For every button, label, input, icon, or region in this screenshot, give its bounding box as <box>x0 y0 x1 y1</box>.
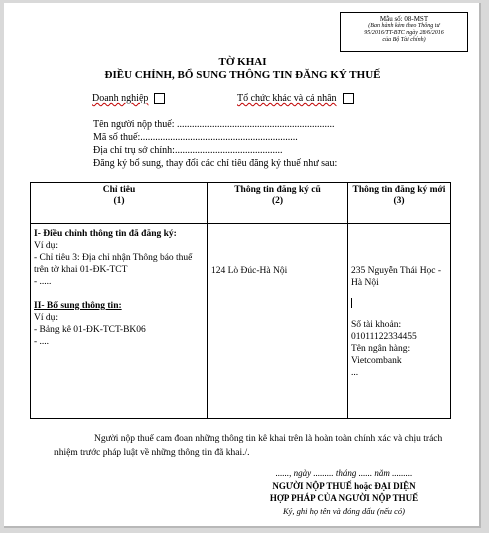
section1-example: Ví dụ: <box>34 241 59 251</box>
form-code: Mẫu số: 08-MST <box>379 15 429 23</box>
document-subtitle: ĐIỀU CHỈNH, BỔ SUNG THÔNG TIN ĐĂNG KÝ THUẾ <box>104 69 381 81</box>
registration-table <box>30 182 451 419</box>
new-address-value: 235 Nguyễn Thái Học - Hà Nội <box>351 266 442 288</box>
text-cursor <box>351 297 447 309</box>
head-office-line: Địa chỉ trụ sở chính:........................................... <box>93 145 283 156</box>
old-address-value: 124 Lò Đúc-Hà Nội <box>211 266 288 276</box>
option-enterprise-label: Doanh nghiệp <box>92 93 149 104</box>
section2-item: - Bảng kê 01-ĐK-TCT-BK06 <box>34 325 146 335</box>
form-issued-line1: (Ban hành kèm theo Thông tư <box>368 23 440 29</box>
register-instruction-line: Đăng ký bổ sung, thay đổi các chỉ tiêu đăng ký thuế như sau: <box>93 158 338 169</box>
table-header-row <box>31 183 451 224</box>
section1-more: - ..... <box>34 277 52 287</box>
document-page <box>4 3 481 528</box>
header-new-info: Thông tin đăng ký mới (3) <box>348 183 451 224</box>
option-organization-label: Tổ chức khác và cá nhân <box>237 93 337 104</box>
table-row <box>31 224 451 419</box>
commitment-text: Người nộp thuế cam đoan những thông tin kê khai trên là hoàn toàn chính xác và chịu trách nhiệm trước pháp luật về những thông tin đã khai./. <box>54 434 443 458</box>
section2-heading: II- Bổ sung thông tin: <box>34 301 122 311</box>
option-enterprise[interactable] <box>92 93 165 104</box>
signature-note: Ký, ghi họ tên và đóng dấu (nếu có) <box>282 506 406 516</box>
form-issued-line2: 95/2016/TT-BTC ngày 28/6/2016 <box>364 30 444 36</box>
account-label: Số tài khoản: <box>351 320 402 330</box>
signature-date: ......, ngày ......... tháng ...... năm ......... <box>275 468 413 478</box>
organization-checkbox[interactable] <box>343 93 354 104</box>
option-organization[interactable] <box>237 93 354 104</box>
criteria-cell[interactable] <box>31 224 208 419</box>
enterprise-checkbox[interactable] <box>154 93 165 104</box>
form-issued-line3: của Bộ Tài chính) <box>382 37 426 43</box>
account-value: 01011122334455 <box>351 332 417 342</box>
tax-code-line: Mã số thuế:............................................................... <box>93 132 298 143</box>
section2-example: Ví dụ: <box>34 313 59 323</box>
header-criteria: Chỉ tiêu (1) <box>31 183 208 224</box>
form-code-box <box>340 12 468 52</box>
section1-item: - Chỉ tiêu 3: Địa chỉ nhận Thông báo thuế trên tờ khai 01-ĐK-TCT <box>34 253 193 275</box>
section1-heading: I- Điều chỉnh thông tin đã đăng ký: <box>34 229 177 239</box>
header-old-info: Thông tin đăng ký cũ (2) <box>208 183 348 224</box>
signature-title-2: HỢP PHÁP CỦA NGƯỜI NỘP THUẾ <box>269 493 419 503</box>
old-info-cell[interactable] <box>208 224 348 419</box>
signature-title-1: NGƯỜI NỘP THUẾ hoặc ĐẠI DIỆN <box>272 481 416 491</box>
bank-label: Tên ngân hàng: <box>351 344 411 354</box>
section2-more: - .... <box>34 337 50 347</box>
bank-value: Vietcombank <box>351 356 402 366</box>
new-more: ... <box>351 368 359 378</box>
document-title: TỜ KHAI <box>218 56 267 68</box>
new-info-cell[interactable] <box>348 224 451 419</box>
taxpayer-name-line: Tên người nộp thuế: ............................................................... <box>93 119 335 130</box>
